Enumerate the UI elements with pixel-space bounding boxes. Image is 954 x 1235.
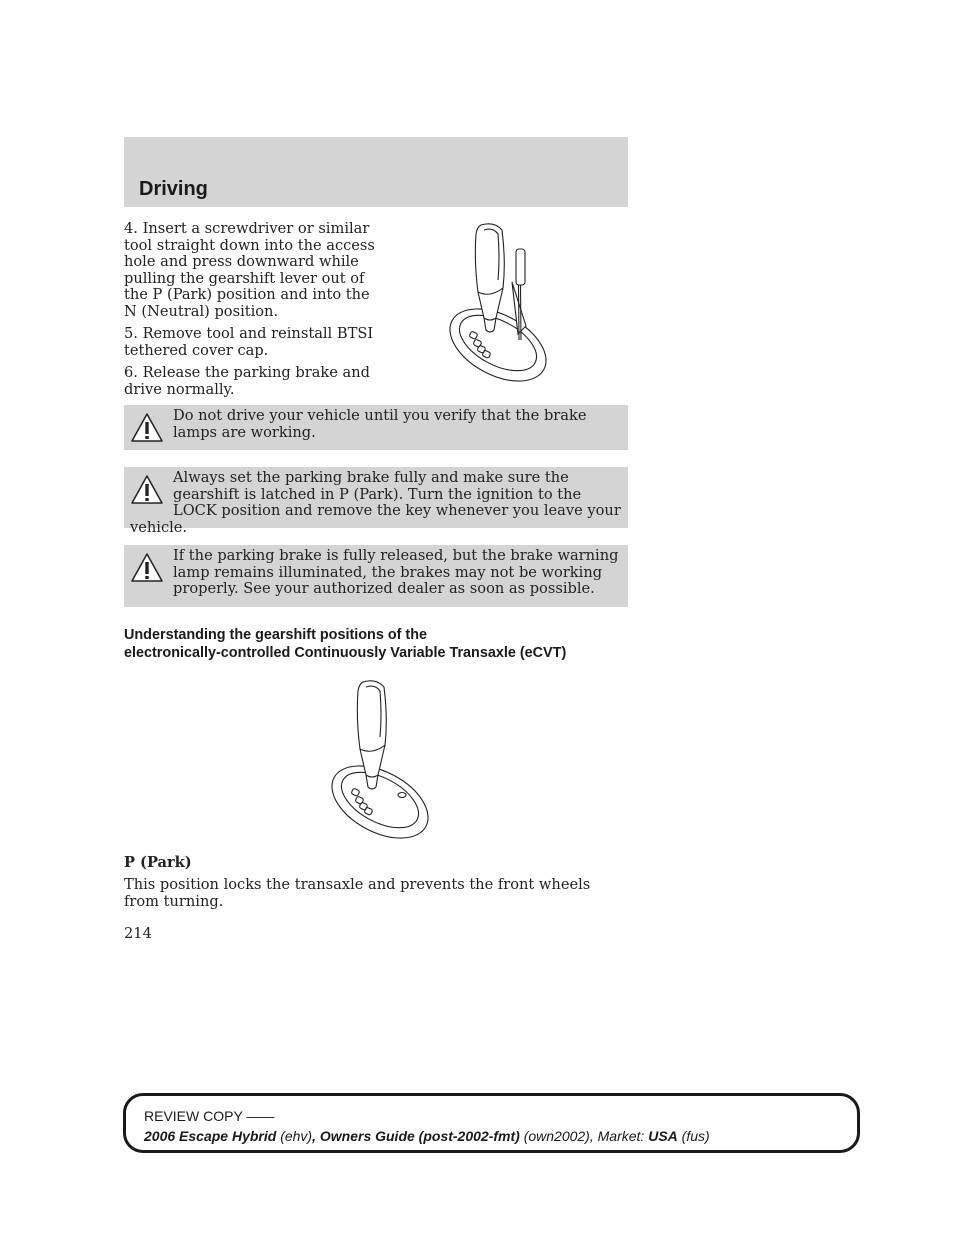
footer-model-code: (ehv): [280, 1128, 313, 1144]
footer-document-info: [144, 1128, 710, 1144]
footer-market-label: , Market:: [589, 1128, 645, 1144]
page-number: 214: [124, 925, 152, 942]
warning-box-brake-warning-lamp: [124, 545, 628, 607]
section-heading-line-1: Understanding the gearshift positions of the: [124, 627, 428, 643]
gearshift-lever-illustration: [330, 679, 440, 841]
step-4: 4. Insert a screwdriver or similar tool straight down into the access hole and press downward while pulling the gearshift lever out of the P (Park) position and into the N (Neutral) position.: [124, 220, 375, 320]
footer-guide: Owners Guide (post-2002-fmt): [319, 1128, 520, 1144]
footer-model: 2006 Escape Hybrid: [144, 1128, 277, 1144]
review-copy-footer: [123, 1093, 860, 1153]
warning-text-2: Always set the parking brake fully and make sure the gearshift is latched in P (Park). Turn the ignition to the LOCK position and remove the key whenever you leave your vehicle.: [130, 469, 621, 536]
warning-triangle-icon: [130, 412, 164, 444]
procedure-steps: [124, 221, 379, 404]
footer-guide-code: (own2002): [523, 1128, 590, 1144]
park-position-description: This position locks the transaxle and prevents the front wheels from turning.: [124, 876, 591, 910]
park-position-label: P (Park): [124, 854, 192, 871]
section-heading-line-2: electronically-controlled Continuously Variable Transaxle (eCVT): [124, 644, 567, 661]
step-6: 6. Release the parking brake and drive normally.: [124, 364, 370, 398]
gearshift-screwdriver-illustration: [448, 222, 558, 384]
warning-text-1: Do not drive your vehicle until you verify that the brake lamps are working.: [173, 407, 587, 441]
section-heading: [124, 627, 644, 662]
section-header-band: [124, 137, 628, 207]
footer-market: USA: [648, 1128, 678, 1144]
warning-box-brake-lamps: [124, 405, 628, 450]
warning-triangle-icon: [130, 552, 164, 584]
footer-review-copy: REVIEW COPY ——: [144, 1108, 275, 1124]
warning-box-parking-brake: [124, 467, 628, 536]
step-5: 5. Remove tool and reinstall BTSI tethered cover cap.: [124, 325, 374, 359]
warning-text-3: If the parking brake is fully released, but the brake warning lamp remains illuminated, the brakes may not be working properly. See your authorized dealer as soon as possible.: [173, 547, 619, 597]
section-title: Driving: [139, 178, 208, 200]
warning-triangle-icon: [130, 474, 164, 506]
footer-separator: ,: [312, 1128, 316, 1144]
footer-market-code: (fus): [681, 1128, 710, 1144]
